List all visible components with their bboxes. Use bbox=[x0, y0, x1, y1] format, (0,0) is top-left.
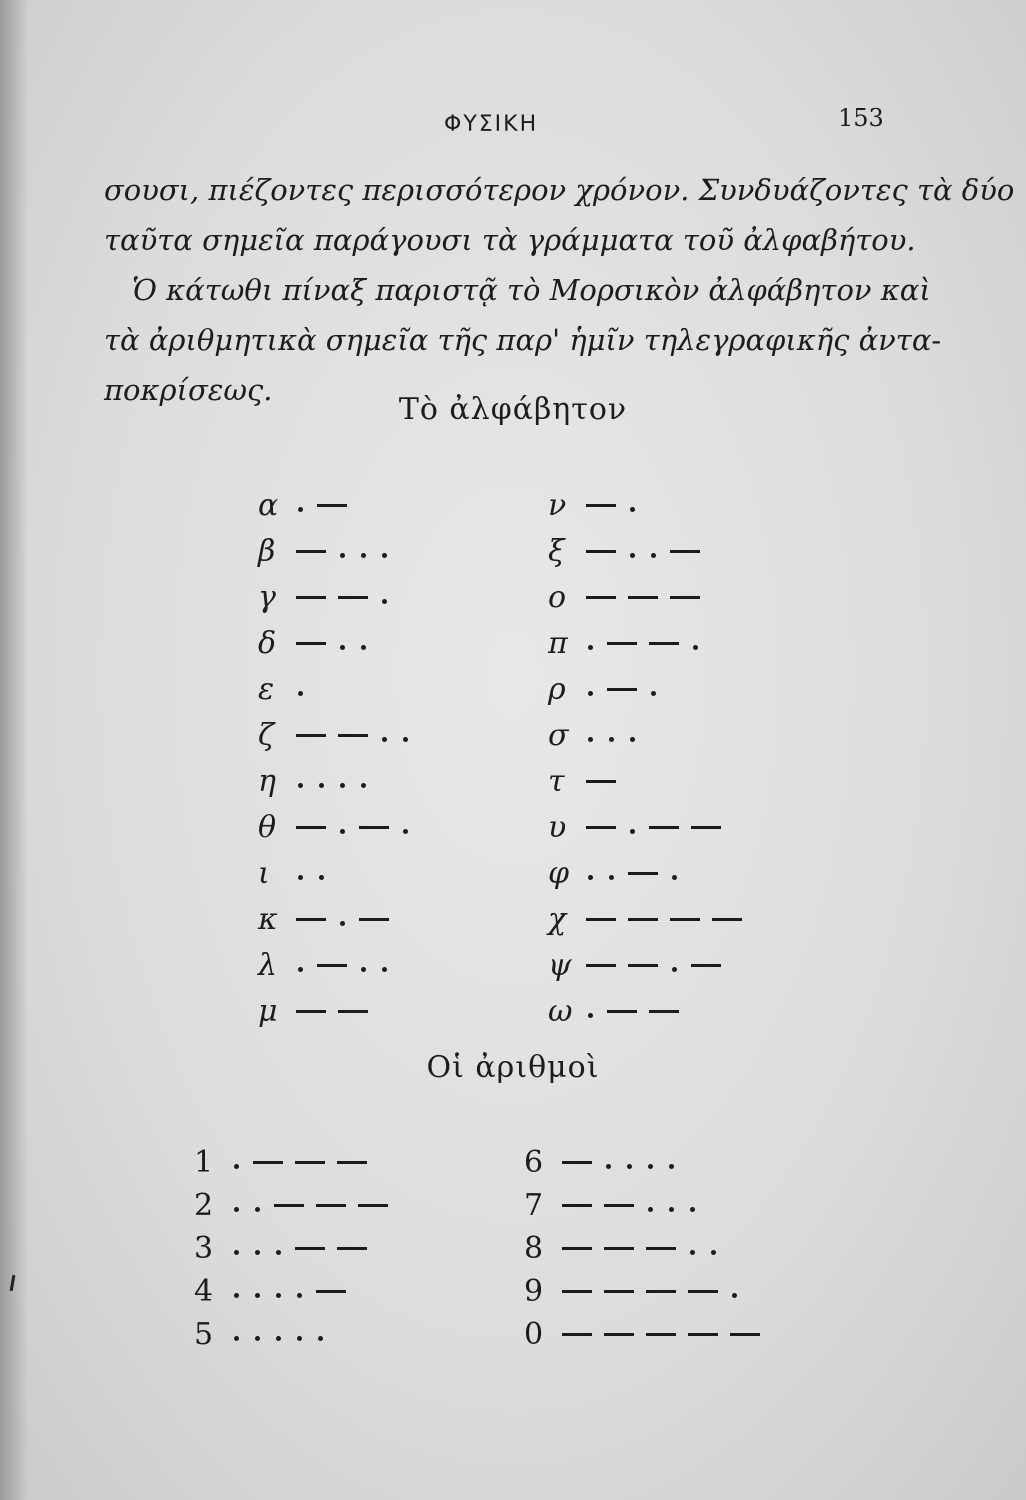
morse-code bbox=[580, 780, 622, 783]
morse-letter: π bbox=[548, 625, 568, 661]
morse-dash bbox=[316, 1290, 346, 1293]
morse-letter-row bbox=[258, 759, 374, 803]
morse-digit: 2 bbox=[194, 1187, 214, 1223]
morse-digit-row bbox=[524, 1140, 682, 1184]
morse-code bbox=[290, 729, 416, 742]
morse-dash bbox=[646, 1247, 676, 1250]
morse-dot bbox=[627, 1164, 632, 1169]
morse-letter: τ bbox=[548, 763, 565, 799]
morse-code bbox=[290, 821, 416, 834]
morse-dot bbox=[319, 783, 324, 788]
morse-code bbox=[580, 867, 685, 880]
morse-letter: α bbox=[258, 487, 279, 523]
morse-dot bbox=[651, 691, 656, 696]
morse-letter: ν bbox=[548, 487, 567, 523]
morse-digit-row bbox=[194, 1269, 352, 1313]
morse-dot bbox=[340, 921, 345, 926]
morse-letter: ψ bbox=[548, 947, 572, 983]
morse-dash bbox=[688, 1333, 718, 1336]
morse-code bbox=[290, 499, 353, 512]
morse-dot bbox=[711, 1250, 716, 1255]
morse-code bbox=[290, 959, 395, 972]
morse-dash bbox=[607, 688, 637, 691]
morse-letter: γ bbox=[258, 579, 276, 615]
morse-letter-row bbox=[258, 575, 395, 619]
morse-letter-row bbox=[258, 897, 395, 941]
morse-letter-row bbox=[548, 667, 664, 711]
morse-letter: κ bbox=[258, 901, 278, 937]
morse-letter: ο bbox=[548, 579, 567, 615]
morse-dash bbox=[604, 1333, 634, 1336]
morse-dash bbox=[296, 550, 326, 553]
paragraph-line: σουσι, πιέζοντες περισσότερον χρόνον. Συνδυάζοντες τὰ δύο bbox=[104, 173, 1015, 207]
morse-dash bbox=[296, 1010, 326, 1013]
morse-letter-row bbox=[258, 851, 332, 895]
morse-letter-row bbox=[548, 851, 685, 895]
morse-dash bbox=[688, 1290, 718, 1293]
morse-digit: 6 bbox=[524, 1144, 544, 1180]
morse-letter-row bbox=[548, 483, 643, 527]
morse-dash bbox=[295, 1247, 325, 1250]
morse-dot bbox=[298, 507, 303, 512]
morse-dash bbox=[317, 964, 347, 967]
morse-dash bbox=[337, 1247, 367, 1250]
morse-digit-row bbox=[194, 1140, 373, 1184]
morse-letter-row bbox=[258, 943, 395, 987]
morse-letter: λ bbox=[258, 947, 278, 983]
morse-dot bbox=[340, 645, 345, 650]
morse-letter: σ bbox=[548, 717, 569, 753]
morse-code bbox=[556, 1156, 682, 1169]
morse-digit: 3 bbox=[194, 1230, 214, 1266]
alphabet-heading: Τὸ ἀλφάβητον bbox=[398, 392, 628, 427]
morse-letter: ξ bbox=[548, 533, 565, 569]
morse-dash bbox=[604, 1247, 634, 1250]
morse-dot bbox=[693, 645, 698, 650]
morse-letter-row bbox=[548, 805, 727, 849]
morse-dash bbox=[649, 826, 679, 829]
morse-dot bbox=[276, 1293, 281, 1298]
morse-letter-row bbox=[258, 621, 374, 665]
morse-dot bbox=[669, 1164, 674, 1169]
running-header: ΦΥΣΙΚΗ bbox=[444, 112, 539, 137]
morse-dash bbox=[730, 1333, 760, 1336]
morse-letter: μ bbox=[258, 993, 278, 1029]
morse-dot bbox=[690, 1250, 695, 1255]
morse-dot bbox=[382, 967, 387, 972]
morse-dot bbox=[732, 1293, 737, 1298]
morse-dot bbox=[672, 967, 677, 972]
morse-digit: 5 bbox=[194, 1316, 214, 1352]
morse-dot bbox=[403, 737, 408, 742]
morse-letter-row bbox=[258, 805, 416, 849]
morse-digit-row bbox=[524, 1269, 745, 1313]
morse-code bbox=[580, 821, 727, 834]
morse-digit: 1 bbox=[194, 1144, 214, 1180]
morse-dot bbox=[276, 1336, 281, 1341]
morse-dot bbox=[298, 967, 303, 972]
morse-dot bbox=[588, 645, 593, 650]
morse-digit-row bbox=[524, 1226, 724, 1270]
morse-code bbox=[556, 1242, 724, 1255]
morse-dash bbox=[670, 550, 700, 553]
morse-dash bbox=[296, 918, 326, 921]
morse-dot bbox=[319, 875, 324, 880]
morse-letter: δ bbox=[258, 625, 277, 661]
morse-dash bbox=[586, 918, 616, 921]
morse-dash bbox=[586, 780, 616, 783]
morse-dash bbox=[296, 734, 326, 737]
morse-dash bbox=[586, 964, 616, 967]
morse-dot bbox=[672, 875, 677, 880]
morse-letter-row bbox=[548, 713, 643, 757]
morse-dot bbox=[255, 1250, 260, 1255]
morse-dash bbox=[338, 734, 368, 737]
morse-dash bbox=[562, 1161, 592, 1164]
morse-letter: η bbox=[258, 763, 276, 799]
paragraph-line: τὰ ἀριθμητικὰ σημεῖα τῆς παρ' ἡμῖν τηλεγραφικῆς ἀντα- bbox=[104, 323, 942, 357]
morse-code bbox=[290, 637, 374, 650]
morse-letter-row bbox=[258, 713, 416, 757]
morse-digit: 7 bbox=[524, 1187, 544, 1223]
morse-dot bbox=[276, 1250, 281, 1255]
morse-dash bbox=[274, 1204, 304, 1207]
morse-letter: θ bbox=[258, 809, 277, 845]
morse-dash bbox=[604, 1204, 634, 1207]
morse-dash bbox=[338, 1010, 368, 1013]
morse-dot bbox=[298, 783, 303, 788]
numbers-heading: Οἱ ἀριθμοὶ bbox=[426, 1050, 600, 1085]
morse-dot bbox=[318, 1336, 323, 1341]
morse-code bbox=[290, 1010, 374, 1013]
morse-code bbox=[580, 545, 706, 558]
morse-dash bbox=[628, 964, 658, 967]
morse-code bbox=[556, 1285, 745, 1298]
morse-code bbox=[290, 591, 395, 604]
morse-letter: ι bbox=[258, 855, 270, 891]
morse-letter: φ bbox=[548, 855, 570, 891]
morse-dash bbox=[604, 1290, 634, 1293]
morse-code bbox=[580, 499, 643, 512]
morse-dot bbox=[630, 553, 635, 558]
morse-dot bbox=[690, 1207, 695, 1212]
morse-dot bbox=[234, 1164, 239, 1169]
morse-code bbox=[290, 775, 374, 788]
morse-dash bbox=[296, 642, 326, 645]
morse-dash bbox=[646, 1333, 676, 1336]
morse-dash bbox=[628, 872, 658, 875]
morse-letter-row bbox=[548, 759, 622, 803]
morse-digit: 0 bbox=[524, 1316, 544, 1352]
morse-code bbox=[290, 867, 332, 880]
morse-dash bbox=[607, 1010, 637, 1013]
morse-digit: 9 bbox=[524, 1273, 544, 1309]
morse-dash bbox=[359, 918, 389, 921]
morse-dot bbox=[630, 737, 635, 742]
morse-dot bbox=[609, 737, 614, 742]
morse-dot bbox=[588, 1013, 593, 1018]
morse-letter-row bbox=[548, 529, 706, 573]
morse-dot bbox=[297, 1336, 302, 1341]
paragraph-line: ταῦτα σημεῖα παράγουσι τὰ γράμματα τοῦ ἀλφαβήτου. bbox=[104, 223, 916, 257]
morse-dash bbox=[691, 964, 721, 967]
morse-dash bbox=[670, 918, 700, 921]
morse-code bbox=[580, 596, 706, 599]
morse-dash bbox=[359, 826, 389, 829]
morse-code bbox=[580, 683, 664, 696]
morse-dot bbox=[234, 1293, 239, 1298]
morse-dot bbox=[340, 829, 345, 834]
morse-dot bbox=[255, 1336, 260, 1341]
morse-dash bbox=[691, 826, 721, 829]
morse-dash bbox=[562, 1290, 592, 1293]
morse-letter-row bbox=[258, 529, 395, 573]
morse-dot bbox=[298, 691, 303, 696]
morse-dot bbox=[669, 1207, 674, 1212]
morse-dash bbox=[670, 596, 700, 599]
morse-code bbox=[580, 729, 643, 742]
morse-letter-row bbox=[548, 943, 727, 987]
morse-digit-row bbox=[194, 1183, 394, 1227]
morse-dot bbox=[361, 553, 366, 558]
morse-dot bbox=[297, 1293, 302, 1298]
morse-code bbox=[290, 913, 395, 926]
morse-letter-row bbox=[548, 897, 748, 941]
morse-dash bbox=[253, 1161, 283, 1164]
morse-dash bbox=[649, 1010, 679, 1013]
morse-code bbox=[290, 545, 395, 558]
morse-dash bbox=[295, 1161, 325, 1164]
morse-dash bbox=[316, 1204, 346, 1207]
morse-dot bbox=[648, 1207, 653, 1212]
morse-letter: υ bbox=[548, 809, 567, 845]
morse-dot bbox=[255, 1293, 260, 1298]
morse-dash bbox=[337, 1161, 367, 1164]
morse-digit-row bbox=[524, 1312, 766, 1356]
morse-code bbox=[580, 959, 727, 972]
morse-dot bbox=[630, 507, 635, 512]
morse-dot bbox=[340, 553, 345, 558]
morse-digit: 8 bbox=[524, 1230, 544, 1266]
morse-dash bbox=[562, 1333, 592, 1336]
morse-dot bbox=[234, 1207, 239, 1212]
morse-letter-row bbox=[548, 575, 706, 619]
morse-letter: ρ bbox=[548, 671, 566, 707]
morse-dash bbox=[649, 642, 679, 645]
morse-dot bbox=[403, 829, 408, 834]
morse-dash bbox=[586, 826, 616, 829]
morse-dash bbox=[338, 596, 368, 599]
morse-dot bbox=[609, 875, 614, 880]
morse-dot bbox=[361, 967, 366, 972]
page-number: 153 bbox=[838, 104, 884, 132]
morse-digit-row bbox=[194, 1312, 331, 1356]
morse-dot bbox=[588, 691, 593, 696]
morse-code bbox=[580, 918, 748, 921]
morse-dot bbox=[606, 1164, 611, 1169]
morse-code bbox=[226, 1328, 331, 1341]
morse-dash bbox=[628, 918, 658, 921]
morse-dot bbox=[630, 829, 635, 834]
morse-letter-row bbox=[258, 667, 311, 711]
morse-letter-row bbox=[548, 621, 706, 665]
morse-dash bbox=[586, 596, 616, 599]
morse-dash bbox=[586, 504, 616, 507]
morse-code bbox=[226, 1242, 373, 1255]
morse-code bbox=[226, 1199, 394, 1212]
body-paragraph bbox=[104, 165, 1015, 415]
morse-digit-row bbox=[194, 1226, 373, 1270]
morse-dot bbox=[588, 875, 593, 880]
morse-letter: χ bbox=[548, 901, 567, 937]
morse-dot bbox=[298, 875, 303, 880]
morse-dot bbox=[382, 737, 387, 742]
morse-letter-row bbox=[258, 989, 374, 1033]
morse-code bbox=[226, 1285, 352, 1298]
morse-dash bbox=[562, 1204, 592, 1207]
morse-dash bbox=[317, 504, 347, 507]
morse-dot bbox=[382, 599, 387, 604]
morse-dash bbox=[296, 826, 326, 829]
morse-code bbox=[556, 1199, 703, 1212]
morse-code bbox=[226, 1156, 373, 1169]
morse-dot bbox=[234, 1336, 239, 1341]
morse-code bbox=[580, 1005, 685, 1018]
morse-code bbox=[556, 1333, 766, 1336]
morse-dash bbox=[562, 1247, 592, 1250]
morse-dot bbox=[382, 553, 387, 558]
morse-dash bbox=[358, 1204, 388, 1207]
paragraph-line: Ὁ κάτωθι πίναξ παριστᾷ τὸ Μορσικὸν ἀλφάβητον καὶ bbox=[132, 273, 931, 307]
morse-dash bbox=[712, 918, 742, 921]
morse-letter: ζ bbox=[258, 717, 275, 753]
morse-digit-row bbox=[524, 1183, 703, 1227]
morse-dot bbox=[255, 1207, 260, 1212]
morse-dash bbox=[646, 1290, 676, 1293]
morse-letter: ω bbox=[548, 993, 573, 1029]
morse-dash bbox=[586, 550, 616, 553]
morse-dot bbox=[340, 783, 345, 788]
morse-dot bbox=[361, 783, 366, 788]
morse-digit: 4 bbox=[194, 1273, 214, 1309]
morse-letter: β bbox=[258, 533, 276, 569]
morse-letter-row bbox=[548, 989, 685, 1033]
morse-dot bbox=[361, 645, 366, 650]
paragraph-line: ποκρίσεως. bbox=[104, 373, 273, 407]
morse-code bbox=[580, 637, 706, 650]
morse-dot bbox=[648, 1164, 653, 1169]
morse-dash bbox=[628, 596, 658, 599]
morse-dot bbox=[234, 1250, 239, 1255]
morse-dot bbox=[588, 737, 593, 742]
morse-letter-row bbox=[258, 483, 353, 527]
morse-letter: ε bbox=[258, 671, 275, 707]
morse-dot bbox=[651, 553, 656, 558]
morse-code bbox=[290, 683, 311, 696]
morse-dash bbox=[296, 596, 326, 599]
morse-dash bbox=[607, 642, 637, 645]
